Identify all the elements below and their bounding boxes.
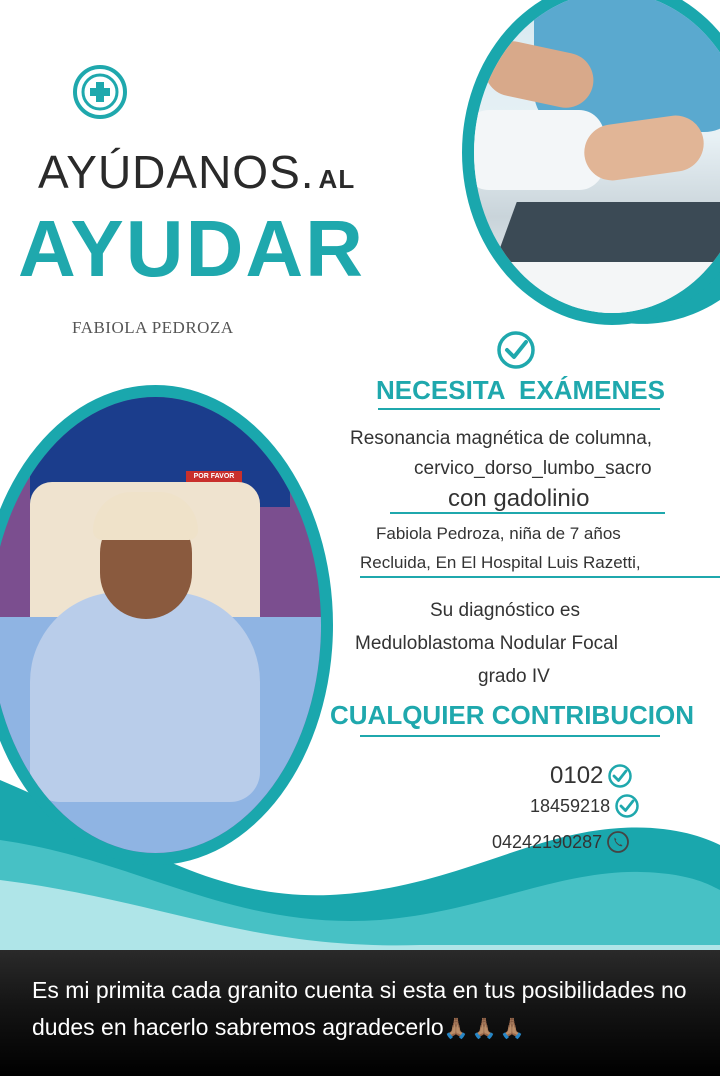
pray-hands-icon: 🙏🏽🙏🏽🙏🏽 — [443, 1018, 528, 1040]
check-circle-icon — [496, 330, 536, 370]
divider — [390, 512, 665, 514]
divider — [378, 408, 660, 410]
title-al: AL — [318, 164, 356, 194]
divider — [360, 576, 720, 578]
phone-icon — [606, 830, 630, 854]
phone-row — [492, 830, 630, 854]
medical-cross-icon — [72, 64, 128, 120]
caption-text: Es mi primita cada granito cuenta si esta en tus posibilidades no dudes en hacerlo sabremos agradecerlo — [32, 977, 687, 1040]
patient-photo — [0, 385, 333, 865]
exam-line-2: cervico_dorso_lumbo_sacro — [414, 458, 652, 479]
exam-line-3: con gadolinio — [448, 485, 590, 512]
check-circle-icon — [614, 793, 640, 819]
check-circle-icon — [607, 763, 633, 789]
photo-sign: POR FAVOR — [186, 471, 242, 483]
diagnosis-line-2: Meduloblastoma Nodular Focal — [355, 633, 618, 654]
contribution-title: CUALQUIER CONTRIBUCION — [330, 700, 694, 730]
needs-exams-title: NECESITA EXÁMENES — [376, 375, 665, 405]
diagnosis-line-3: grado IV — [478, 666, 550, 687]
patient-info-line-1: Fabiola Pedroza, niña de 7 años — [376, 524, 621, 543]
divider — [360, 735, 660, 737]
exam-line-1: Resonancia magnética de columna, — [350, 428, 653, 449]
bank-code: 0102 — [550, 762, 604, 789]
post-caption — [32, 972, 692, 1048]
flyer-title-line2: AYUDAR — [18, 204, 365, 293]
diagnosis-line-1: Su diagnóstico es — [430, 600, 580, 621]
medical-handshake-photo — [462, 0, 720, 325]
bank-code-row — [550, 762, 633, 790]
title-ayudanos: AYÚDANOS. — [38, 146, 315, 198]
patient-name-tag: FABIOLA PEDROZA — [72, 318, 234, 337]
phone-number: 04242190287 — [492, 831, 603, 852]
id-number: 18459218 — [530, 795, 611, 816]
flyer-title-line1 — [38, 145, 355, 199]
id-number-row — [530, 793, 640, 819]
patient-info-line-2: Recluida, En El Hospital Luis Razetti, — [360, 553, 641, 572]
